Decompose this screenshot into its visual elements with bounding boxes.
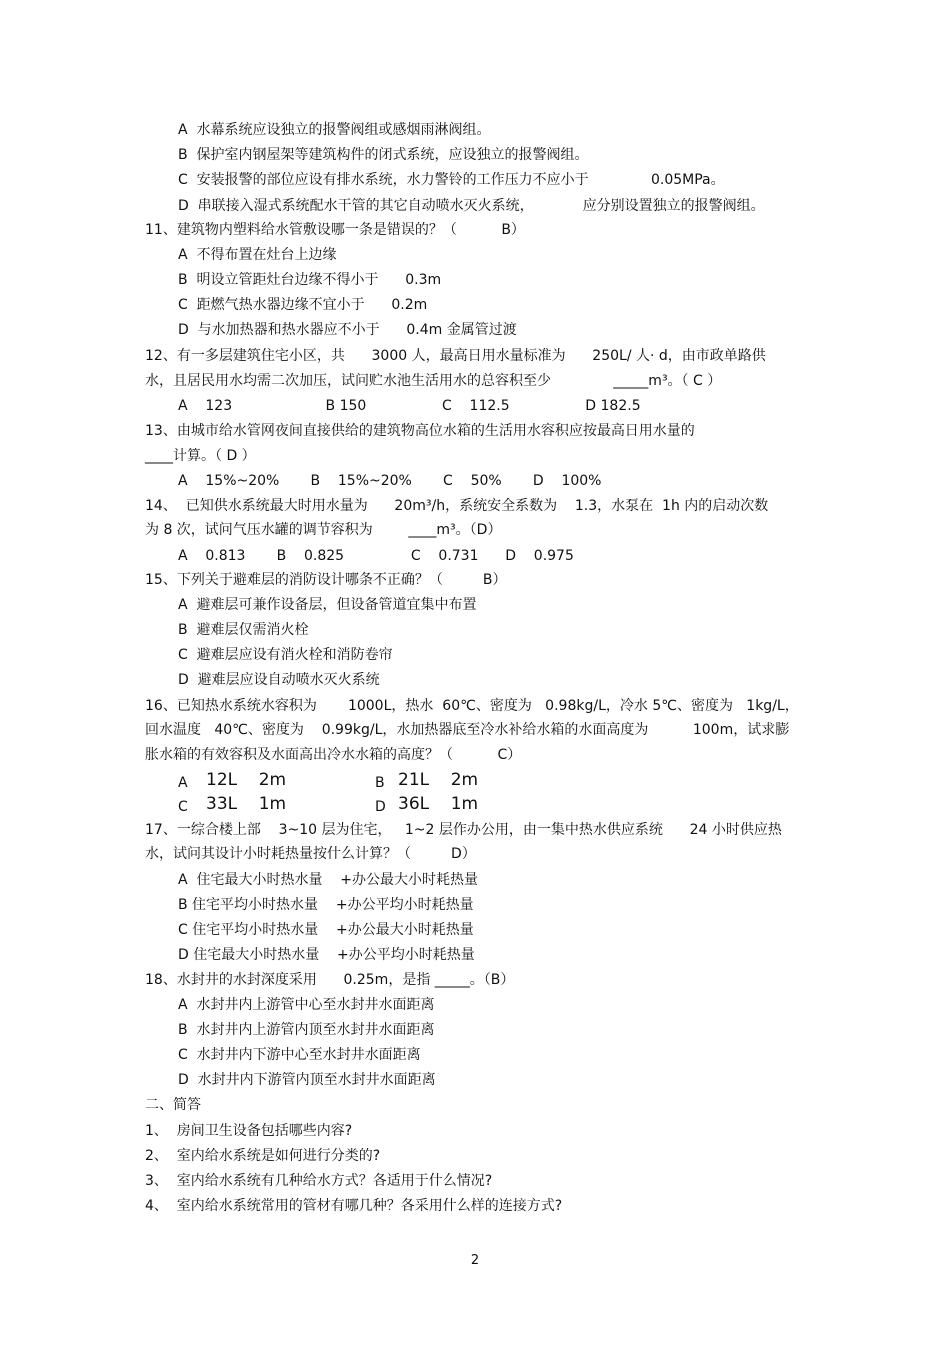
question-16-line2: 回水温度 40℃、密度为 0.99kg/L，水加热器底至冷水补给水箱的水面高度为 100m，试求膨: [145, 722, 790, 738]
q16-option-c-letter: C: [178, 799, 188, 815]
q10-option-a: A 水幕系统应设独立的报警阀组或感烟雨淋阀组。: [178, 122, 491, 138]
q10-option-d: D 串联接入湿式系统配水干管的其它自动喷水灭火系统， 应分别设置独立的报警阀组。: [178, 198, 765, 214]
q11-option-c: C 距燃气热水器边缘不宜小于 0.2m: [178, 297, 428, 313]
question-14-line2: 为 8 次，试问气压水罐的调节容积为 ____m³。（D）: [145, 522, 502, 538]
q17-option-a: A 住宅最大小时热水量 +办公最大小时耗热量: [178, 872, 479, 888]
q16-option-b: 21L 2m: [398, 770, 479, 790]
question-12-line2: 水，且居民用水均需二次加压，试问贮水池生活用水的总容积至少 _____m³。（ C ）: [145, 373, 722, 389]
question-17-line1: 17、一综合楼上部 3~10 层为住宅， 1~2 层作办公用，由一集中热水供应系统 24 小时供应热: [145, 822, 782, 838]
q15-option-d: D 避难层应设自动喷水灭火系统: [178, 672, 380, 688]
q11-option-d: D 与水加热器和热水器应不小于 0.4m 金属管过渡: [178, 322, 517, 338]
q18-option-a: A 水封井内上游管中心至水封井水面距离: [178, 997, 435, 1013]
q18-option-c: C 水封井内下游中心至水封井水面距离: [178, 1047, 421, 1063]
question-13-line1: 13、由城市给水管网夜间直接供给的建筑物高位水箱的生活用水容积应按最高日用水量的: [145, 423, 695, 439]
q18-option-b: B 水封井内上游管内顶至水封井水面距离: [178, 1022, 435, 1038]
short-answer-1: 1、 房间卫生设备包括哪些内容?: [145, 1123, 353, 1139]
short-answer-4: 4、 室内给水系统常用的管材有哪几种？各采用什么样的连接方式?: [145, 1198, 563, 1214]
q10-option-b: B 保护室内钢屋架等建筑构件的闭式系统，应设独立的报警阀组。: [178, 147, 589, 163]
q16-option-c: 33L 1m: [206, 794, 287, 814]
q16-option-a-letter: A: [178, 775, 188, 791]
q12-options: A 123 B 150 C 112.5 D 182.5: [178, 398, 641, 414]
question-12-line1: 12、有一多层建筑住宅小区，共 3000 人，最高日用水量标准为 250L/ 人· d，由市政单路供: [145, 348, 766, 364]
question-17-line2: 水，试问其设计小时耗热量按什么计算？（ D）: [145, 846, 476, 862]
q16-option-d-letter: D: [375, 799, 386, 815]
short-answer-2: 2、 室内给水系统是如何进行分类的?: [145, 1148, 381, 1164]
question-18: 18、水封井的水封深度采用 0.25m，是指 _____。（B）: [145, 972, 515, 988]
section-heading-short-answer: 二、简答: [145, 1097, 201, 1113]
q17-option-b: B 住宅平均小时热水量 +办公平均小时耗热量: [178, 897, 474, 913]
q13-options: A 15%~20% B 15%~20% C 50% D 100%: [178, 473, 602, 489]
question-11: 11、建筑物内塑料给水管敷设哪一条是错误的？（ B）: [145, 222, 525, 238]
question-16-line3: 胀水箱的有效容积及水面高出冷水水箱的高度？（ C）: [145, 747, 522, 763]
question-13-line2: ____计算。（ D ）: [145, 448, 256, 464]
question-15: 15、下列关于避难层的消防设计哪条不正确？（ B）: [145, 572, 507, 588]
q11-option-a: A 不得布置在灶台上边缘: [178, 247, 337, 263]
question-16-line1: 16、已知热水系统水容积为 1000L，热水 60℃、密度为 0.98kg/L，冷水 5℃、密度为 1kg/L，: [145, 698, 799, 714]
q11-option-b: B 明设立管距灶台边缘不得小于 0.3m: [178, 272, 442, 288]
q15-option-c: C 避难层应设有消火栓和消防卷帘: [178, 647, 393, 663]
q18-option-d: D 水封井内下游管内顶至水封井水面距离: [178, 1072, 436, 1088]
q10-option-c: C 安装报警的部位应设有排水系统，水力警铃的工作压力不应小于 0.05MPa。: [178, 172, 725, 188]
q16-option-d: 36L 1m: [398, 794, 479, 814]
q17-option-c: C 住宅平均小时热水量 +办公最大小时耗热量: [178, 922, 474, 938]
q15-option-a: A 避难层可兼作设备层，但设备管道宜集中布置: [178, 597, 477, 613]
question-14-line1: 14、 已知供水系统最大时用水量为 20m³/h，系统安全系数为 1.3，水泵在 1h 内的启动次数: [145, 498, 769, 514]
q14-options: A 0.813 B 0.825 C 0.731 D 0.975: [178, 548, 574, 564]
q15-option-b: B 避难层仅需消火栓: [178, 622, 309, 638]
q17-option-d: D 住宅最大小时热水量 +办公平均小时耗热量: [178, 947, 475, 963]
short-answer-3: 3、 室内给水系统有几种给水方式？各适用于什么情况?: [145, 1173, 493, 1189]
q16-option-b-letter: B: [375, 775, 385, 791]
page-number: 2: [470, 1253, 480, 1268]
q16-option-a: 12L 2m: [206, 770, 287, 790]
